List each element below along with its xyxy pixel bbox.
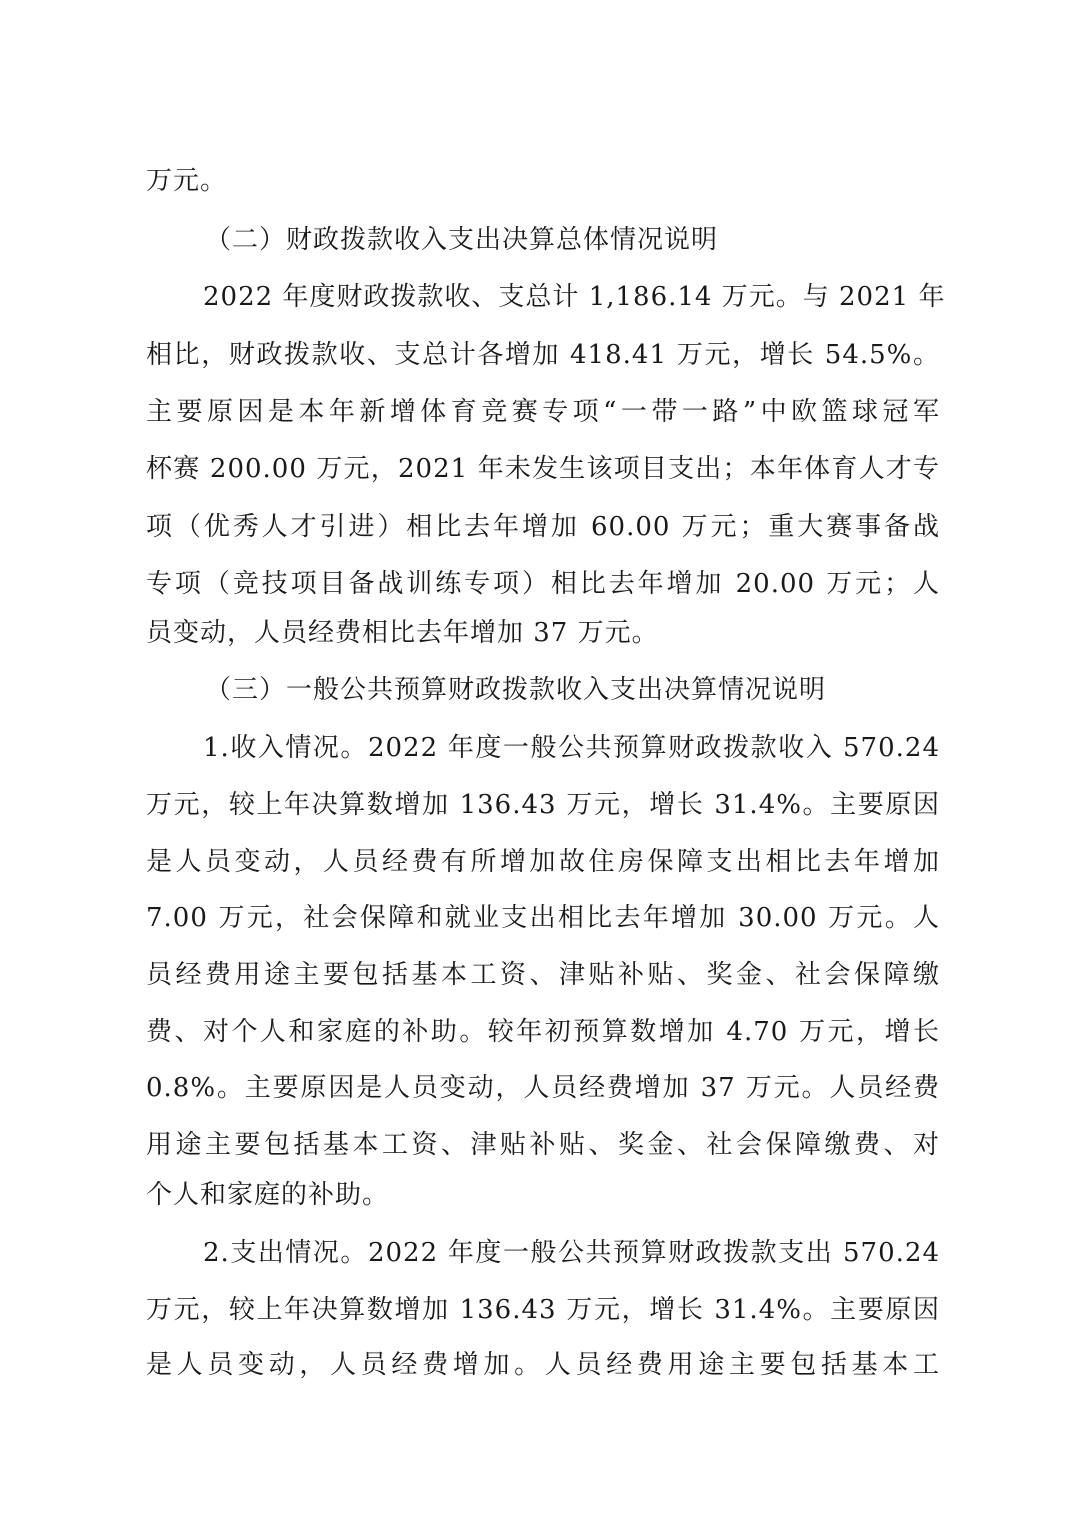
text-line: 万元。 [146,166,228,196]
text-line: 1.收入情况。2022 年度一般公共预算财政拨款收入 570.24 [203,733,940,763]
text-line: 万元，较上年决算数增加 136.43 万元，增长 31.4%。主要原因 [146,1295,940,1325]
text-line: 7.00 万元，社会保障和就业支出相比去年增加 30.00 万元。人 [146,903,940,933]
text-line: 用途主要包括基本工资、津贴补贴、奖金、社会保障缴费、对 [146,1130,940,1160]
text-line: 个人和家庭的补助。 [146,1180,390,1210]
section-heading: （二）财政拨款收入支出决算总体情况说明 [205,225,719,255]
text-line: 相比，财政拨款收、支总计各增加 418.41 万元，增长 54.5%。 [146,340,940,370]
text-line: 费、对个人和家庭的补助。较年初预算数增加 4.70 万元，增长 [146,1017,940,1047]
text-line: 2022 年度财政拨款收、支总计 1,186.14 万元。与 2021 年 [203,282,946,312]
text-line: 员经费用途主要包括基本工资、津贴补贴、奖金、社会保障缴 [146,960,940,990]
text-line: 是人员变动，人员经费有所增加故住房保障支出相比去年增加 [146,847,940,877]
text-line: 项（优秀人才引进）相比去年增加 60.00 万元；重大赛事备战 [146,512,940,542]
text-line: 0.8%。主要原因是人员变动，人员经费增加 37 万元。人员经费 [146,1073,940,1103]
section-heading: （三）一般公共预算财政拨款收入支出决算情况说明 [205,675,827,705]
text-line: 员变动，人员经费相比去年增加 37 万元。 [146,618,659,648]
text-line: 杯赛 200.00 万元，2021 年未发生该项目支出；本年体育人才专 [146,454,940,484]
text-line: 是人员变动，人员经费增加。人员经费用途主要包括基本工 [146,1350,940,1380]
text-line: 2.支出情况。2022 年度一般公共预算财政拨款支出 570.24 [203,1238,940,1268]
text-line: 主要原因是本年新增体育竞赛专项“一带一路”中欧篮球冠军 [146,397,940,427]
text-line: 专项（竞技项目备战训练专项）相比去年增加 20.00 万元；人 [146,569,940,599]
text-line: 万元，较上年决算数增加 136.43 万元，增长 31.4%。主要原因 [146,790,940,820]
